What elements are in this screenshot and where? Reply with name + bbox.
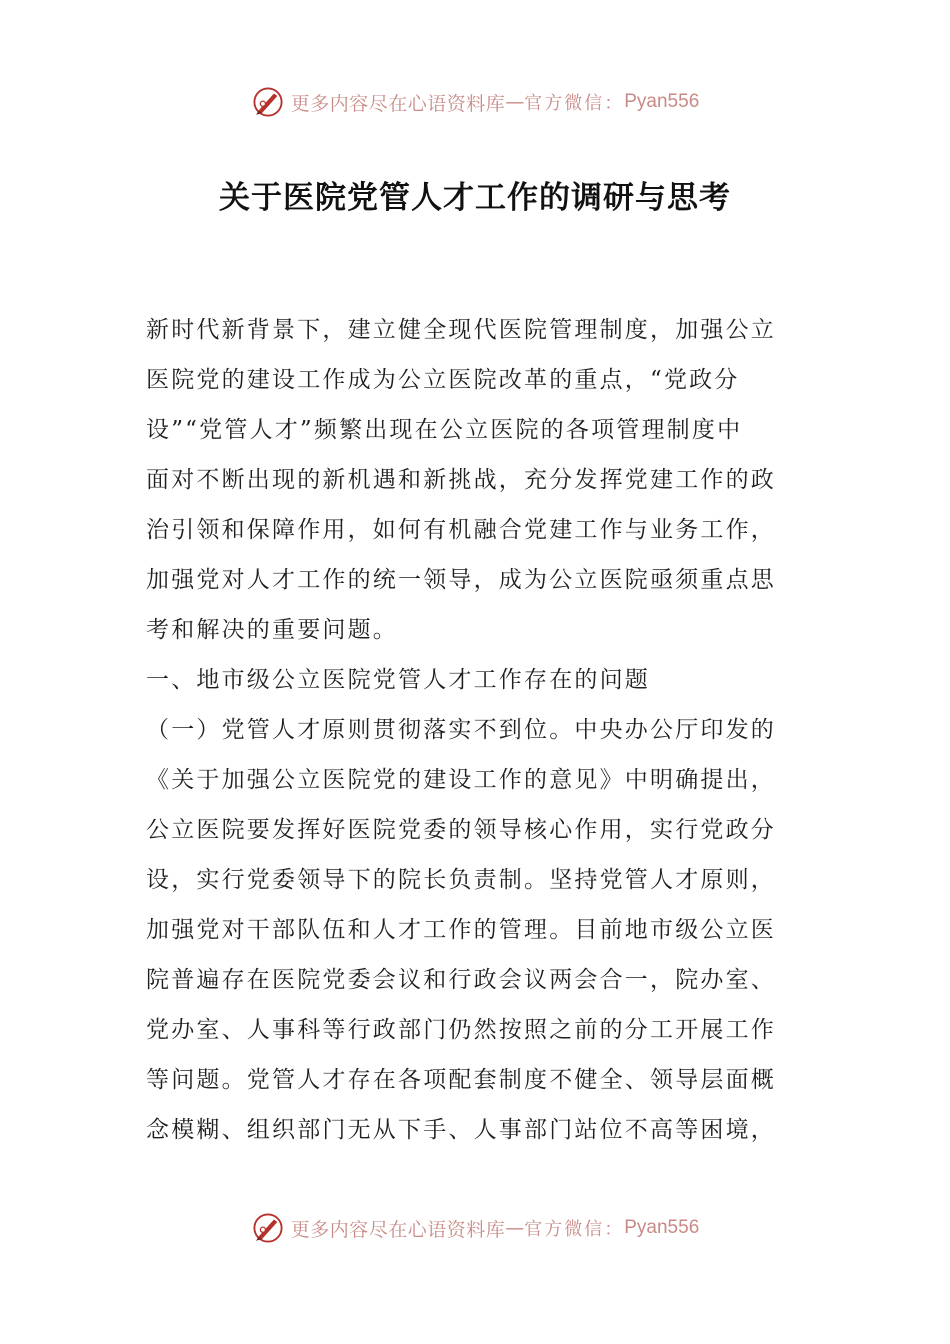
body-line: 设，实行党委领导下的院长负责制。坚持党管人才原则，: [146, 867, 776, 893]
banner-separator: —: [505, 91, 525, 113]
body-line: 加强党对人才工作的统一领导，成为公立医院亟须重点思: [146, 567, 776, 593]
pen-logo-icon: [251, 85, 285, 119]
banner-wechat-id: Pyan556: [624, 91, 700, 112]
body-line: （一）党管人才原则贯彻落实不到位。中央办公厅印发的: [146, 717, 776, 743]
body-line: 等问题。党管人才存在各项配套制度不健全、领导层面概: [146, 1067, 776, 1093]
body-line: 加强党对干部队伍和人才工作的管理。目前地市级公立医: [146, 917, 776, 943]
document-body: [146, 305, 806, 1155]
body-line: 医院党的建设工作成为公立医院改革的重点，“党政分: [146, 367, 740, 393]
banner-brand-text: 更多内容尽在心语资料库: [290, 92, 506, 115]
banner-brand-text: 更多内容尽在心语资料库: [290, 1218, 506, 1241]
body-line: 公立医院要发挥好医院党委的领导核心作用，实行党政分: [146, 817, 776, 843]
footer-banner: [0, 1208, 950, 1248]
banner-wechat-id: Pyan556: [624, 1217, 700, 1238]
body-line: 考和解决的重要问题。: [146, 617, 398, 643]
body-line: 党办室、人事科等行政部门仍然按照之前的分工开展工作: [146, 1017, 776, 1043]
body-line: 面对不断出现的新机遇和新挑战，充分发挥党建工作的政: [146, 467, 776, 493]
banner-wechat-label: 官方微信：: [524, 93, 625, 114]
body-line: 新时代新背景下，建立健全现代医院管理制度，加强公立: [146, 317, 776, 343]
pen-logo-icon: [251, 1211, 285, 1245]
banner-wechat-label: 官方微信：: [524, 1219, 625, 1240]
header-banner: [0, 82, 950, 122]
body-line: 治引领和保障作用，如何有机融合党建工作与业务工作，: [146, 517, 776, 543]
body-line: 设”“党管人才”频繁出现在公立医院的各项管理制度中: [146, 417, 743, 443]
body-line: 院普遍存在医院党委会议和行政会议两会合一，院办室、: [146, 967, 776, 993]
banner-separator: —: [505, 1217, 525, 1239]
document-title: 关于医院党管人才工作的调研与思考: [219, 180, 731, 216]
section-heading: 一、地市级公立医院党管人才工作存在的问题: [146, 667, 650, 693]
body-line: 念模糊、组织部门无从下手、人事部门站位不高等困境，: [146, 1117, 776, 1143]
body-line: 《关于加强公立医院党的建设工作的意见》中明确提出，: [146, 767, 776, 793]
